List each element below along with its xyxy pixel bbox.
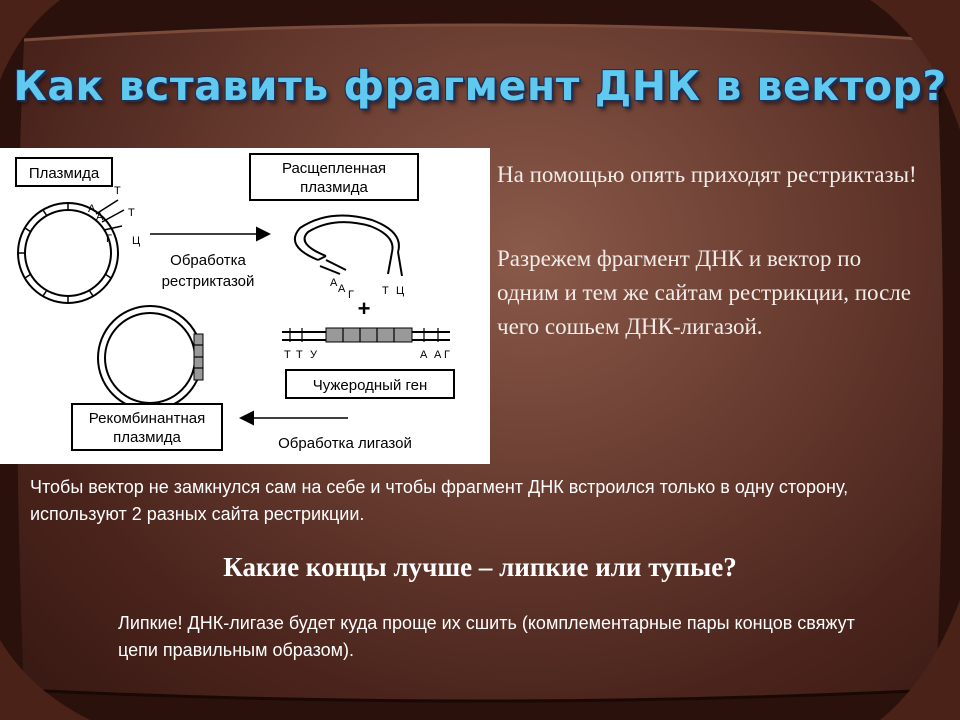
recombinant-plasmid-ring — [98, 306, 203, 410]
cut-g: Г — [348, 289, 354, 301]
slide-title: Как вставить фрагмент ДНК в вектор? — [13, 62, 947, 110]
cloning-diagram — [0, 148, 490, 464]
cut-a2: А — [338, 283, 346, 295]
step1-label-line1: Обработка — [170, 252, 246, 269]
cut-a1: А — [330, 277, 338, 289]
foreign-dna-fragment — [282, 328, 450, 342]
plasmid-label: Плазмида — [28, 165, 100, 182]
cut-plasmid-ring — [295, 216, 402, 277]
recombinant-line2: плазмида — [113, 429, 181, 446]
frag-a2: А — [434, 349, 442, 361]
base-t2: Т — [128, 207, 135, 219]
frag-a: А — [420, 349, 428, 361]
question-ends: Какие концы лучше – липкие или тупые? — [223, 552, 737, 582]
base-a2: А — [96, 211, 104, 223]
frag-g: Г — [444, 349, 450, 361]
recombinant-line1: Рекомбинантная — [88, 410, 206, 427]
step2-label: Обработка лигазой — [278, 435, 412, 452]
cut-plasmid-line2: плазмида — [300, 179, 368, 196]
frag-t2: Т — [296, 349, 303, 361]
plus-sign: + — [357, 296, 371, 321]
base-a1: А — [88, 203, 96, 215]
paragraph-cut-and-ligate: Разрежем фрагмент ДНК и вектор по одним и тем же сайтам рестрикции, после чего сошьем ДНК-лигазой. — [497, 246, 911, 339]
paragraph-restrictases: На помощью опять приходят рестриктазы! — [497, 162, 917, 187]
plasmid-ring — [18, 200, 124, 303]
note-two-sites: Чтобы вектор не замкнулся сам на себе и чтобы фрагмент ДНК встроился только в одну сторону, используют 2 разных сайта рестрикции. — [30, 477, 849, 524]
foreign-gene-label: Чужеродный ген — [312, 377, 428, 394]
base-t1: Т — [114, 185, 121, 197]
frag-u: У — [310, 349, 317, 361]
step1-label-line2: рестриктазой — [161, 273, 255, 290]
cut-ts: Ц — [396, 285, 405, 297]
base-g: Г — [106, 233, 112, 245]
answer-sticky-ends: Липкие! ДНК-лигазе будет куда проще их сшить (комплементарные пары концов свяжут цепи правильным образом). — [118, 613, 855, 660]
cut-t: Т — [382, 285, 389, 297]
frag-t1: Т — [284, 349, 291, 361]
base-ts: Ц — [132, 235, 141, 247]
cloning-diagram-svg — [0, 148, 490, 464]
cut-plasmid-line1: Расщепленная — [281, 160, 387, 177]
